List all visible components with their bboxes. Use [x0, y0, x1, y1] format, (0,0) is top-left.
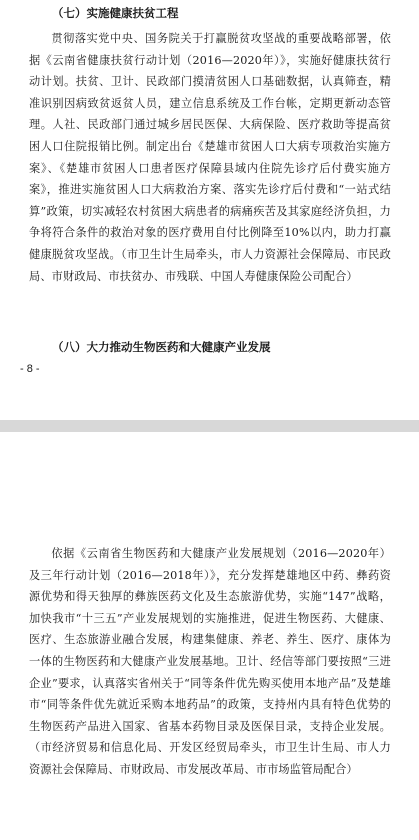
page-gap	[0, 420, 419, 432]
section-7-paragraph: 贯彻落实党中央、国务院关于打赢脱贫攻坚战的重要战略部署，依据《云南省健康扶贫行动计划（2016—2020年）》，实施好健康扶贫行动计划。扶贫、卫计、民政部门摸清贫困人口基础数据，认真筛查，精准识别因病致贫返贫人员，建立信息系统及工作台帐，定期更新动态管理。人社、民政部门通过城乡居民医保、大病保险、医疗救助等提高贫困人口住院报销比例。制定出台《楚雄市贫困人口大病专项救治实施方案》、《楚雄市贫困人口患者医疗保障县域内住院先诊疗后付费实施方案》，推进实施贫困人口大病救治方案、落实先诊疗后付费和“一站式结算”政策，切实减轻农村贫困大病患者的病痛疾苦及其家庭经济负担，力争将符合条件的救治对象的医疗费用自付比例降至10%以内，助力打赢健康脱贫攻坚战。（市卫生计生局牵头，市人力资源社会保障局、市民政局、市财政局、市扶贫办、市残联、中国人寿健康保险公司配合）	[29, 32, 391, 283]
page-number: - 8 -	[20, 363, 40, 375]
section-8-paragraph: 依据《云南省生物医药和大健康产业发展规划（2016—2020年）及三年行动计划（2016—2018年）》，充分发挥楚雄地区中药、彝药资源优势和得天独厚的彝族医药文化及生态旅游优势，实施“147”战略，加快我市“十三五”产业发展规划的实施推进，促进生物医药、大健康、医疗、生态旅游业融合发展，构建集健康、养老、养生、医疗、康体为一体的生物医药和大健康产业发展基地。卫计、经信等部门要按照“三进企业”要求，认真落实省州关于“同等条件优先购买使用本地产品”及楚雄市“同等条件优先就近采购本地药品”的政策，支持州内具有特色优势的生物医药产品进入国家、省基本药物目录及医保目录，支持企业发展。（市经济贸易和信息化局、开发区经贸局牵头，市卫生计生局、市人力资源社会保障局、市财政局、市发展改革局、市市场监管局配合）	[29, 547, 391, 776]
section-8-heading: （八）大力推动生物医药和大健康产业发展	[52, 340, 271, 354]
section-7-heading: （七）实施健康扶贫工程	[52, 6, 179, 20]
document-page-bottom	[0, 432, 419, 840]
